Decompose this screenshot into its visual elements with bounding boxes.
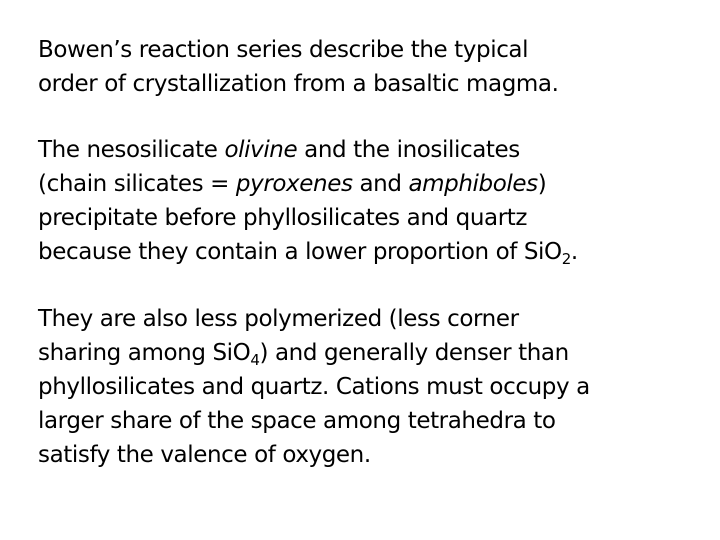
text-line: order of crystallization from a basaltic magma. xyxy=(38,71,559,97)
text-line: phyllosilicates and quartz. Cations must occupy a xyxy=(38,374,590,400)
text-run: sharing among SiO xyxy=(38,340,251,366)
text-line: They are also less polymerized (less corner xyxy=(38,306,519,332)
subscript: 2 xyxy=(561,250,571,268)
term-pyroxenes: pyroxenes xyxy=(235,171,353,197)
term-amphiboles: amphiboles xyxy=(408,171,538,197)
text-line xyxy=(38,235,710,269)
text-run: The nesosilicate xyxy=(38,137,225,163)
text-line xyxy=(38,133,710,167)
paragraph-bowens-reaction-series xyxy=(38,33,710,101)
text-run: because they contain a lower proportion of SiO xyxy=(38,239,562,265)
subscript: 4 xyxy=(250,351,260,369)
text-line: larger share of the space among tetrahedra to xyxy=(38,408,556,434)
text-run: (chain silicates = xyxy=(38,171,236,197)
text-line: precipitate before phyllosilicates and quartz xyxy=(38,205,528,231)
text-line: Bowen’s reaction series describe the typical xyxy=(38,37,529,63)
paragraph-polymerization xyxy=(38,302,710,472)
paragraph-precipitation-order xyxy=(38,133,710,269)
text-run: . xyxy=(570,239,578,265)
text-run: ) xyxy=(537,171,547,197)
text-run: and xyxy=(352,171,409,197)
text-line xyxy=(38,336,710,370)
term-olivine: olivine xyxy=(224,137,298,163)
text-line xyxy=(38,167,710,201)
text-run: and the inosilicates xyxy=(297,137,520,163)
text-line: satisfy the valence of oxygen. xyxy=(38,442,371,468)
text-run: ) and generally denser than xyxy=(259,340,569,366)
